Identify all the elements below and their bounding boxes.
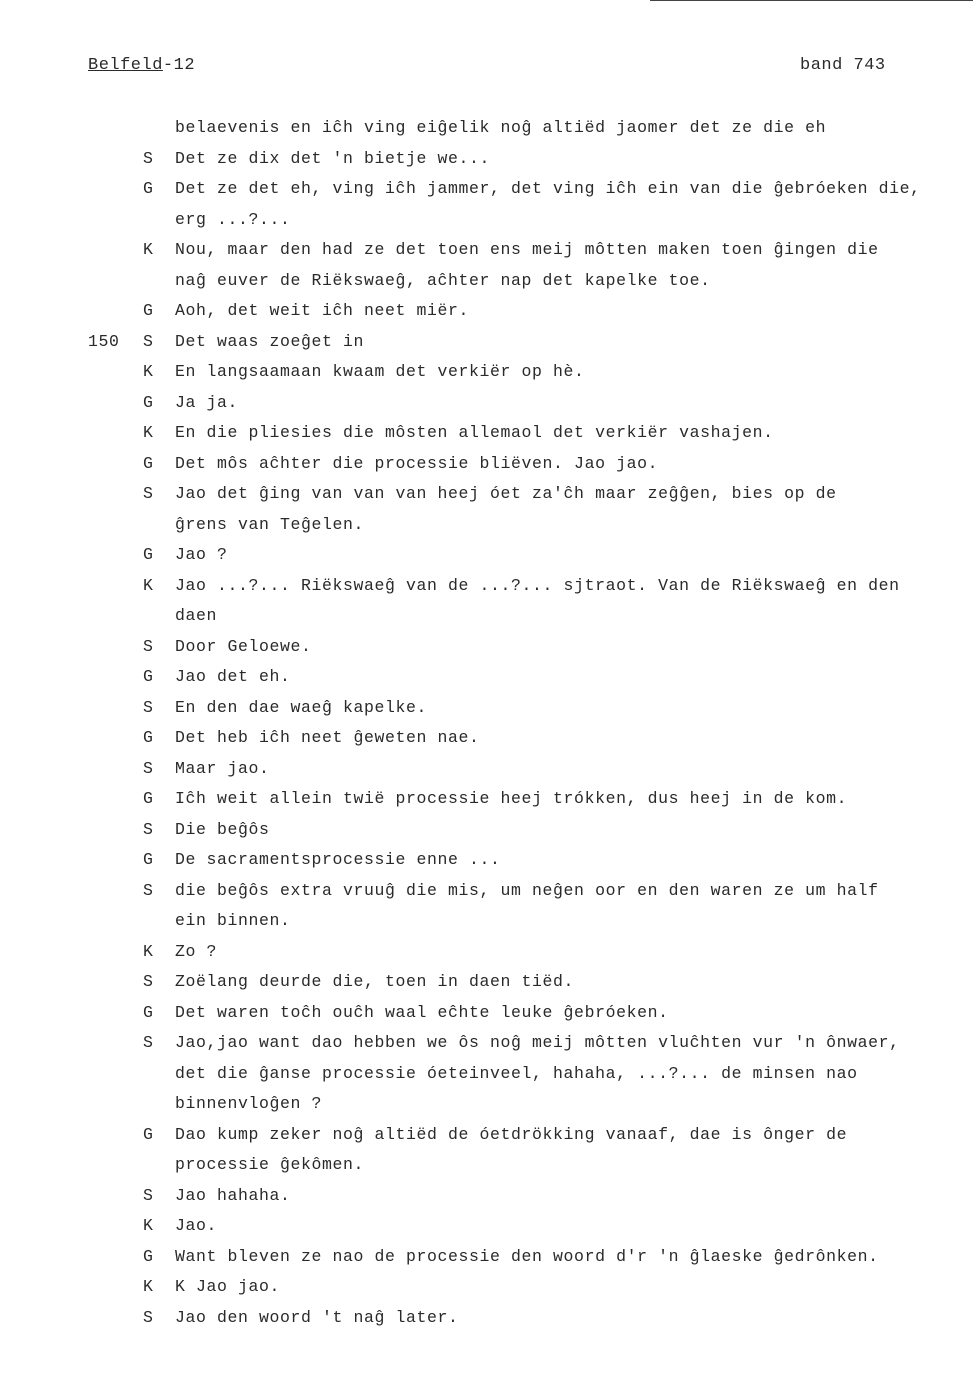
transcript-line (0, 754, 973, 785)
transcript-line (0, 571, 973, 602)
top-rule (650, 0, 973, 1)
transcript-line (0, 449, 973, 480)
speaker-label: S (143, 880, 154, 900)
speaker-label: G (143, 667, 154, 686)
speaker-label: G (143, 1124, 154, 1144)
utterance-text: daen (175, 606, 218, 625)
transcript-line (0, 662, 973, 693)
speaker-label: S (143, 1033, 154, 1052)
transcript-line (0, 327, 973, 358)
utterance-text: belaevenis en iĉh ving eiĝelik noĝ altiëd jaomer det ze die eh (175, 118, 827, 137)
transcript-line (0, 906, 973, 937)
utterance-text: En die pliesies die môsten allemaol det verkiër vashajen. (175, 423, 774, 442)
transcript-line (0, 1120, 973, 1151)
utterance-text: Det ze dix det 'n bietje we... (175, 148, 491, 168)
transcript-line (0, 235, 973, 266)
transcript-line (0, 601, 973, 632)
transcript-line (0, 1059, 973, 1090)
transcript-line (0, 113, 973, 144)
speaker-label: G (143, 789, 154, 808)
utterance-text: Aoh, det weit iĉh neet miër. (175, 301, 470, 320)
transcript (0, 113, 973, 1333)
utterance-text: Det heb iĉh neet ĝeweten nae. (175, 728, 480, 747)
utterance-text: die beĝôs extra vruuĝ die mis, um neĝen oor en den waren ze um half (175, 880, 879, 900)
location-name: Belfeld (88, 56, 163, 75)
utterance-text: Jao. (175, 1216, 218, 1235)
speaker-label: G (143, 301, 154, 320)
transcript-line (0, 357, 973, 388)
utterance-text: Iĉh weit allein twië processie heej trókken, dus heej in de kom. (175, 789, 848, 808)
location-suffix: -12 (162, 56, 196, 75)
speaker-label: G (143, 392, 154, 412)
transcript-line (0, 632, 973, 663)
transcript-line (0, 205, 973, 236)
speaker-label: G (143, 850, 154, 869)
speaker-label: S (143, 636, 154, 656)
speaker-label: K (143, 1216, 154, 1235)
transcript-line (0, 266, 973, 297)
transcript-line (0, 1028, 973, 1059)
utterance-text: Jao hahaha. (175, 1185, 291, 1205)
utterance-text: ĝrens van Teĝelen. (175, 514, 365, 534)
transcript-line (0, 845, 973, 876)
speaker-label: K (143, 941, 154, 961)
transcript-line (0, 1181, 973, 1212)
utterance-text: Zo ? (175, 941, 218, 961)
line-number: 150 (88, 331, 120, 351)
utterance-text: Det môs aĉhter die processie bliëven. Jao jao. (175, 453, 659, 473)
utterance-text: Det ze det eh, ving iĉh jammer, det ving iĉh ein van die ĝebróeken die, (175, 179, 921, 198)
transcript-line (0, 815, 973, 846)
transcript-line (0, 174, 973, 205)
transcript-line (0, 876, 973, 907)
utterance-text: Jao det ĝing van van van heej óet za'ĉh maar zeĝĝen, bies op de (175, 484, 837, 503)
speaker-label: S (143, 758, 154, 778)
utterance-text: De sacramentsprocessie enne ... (175, 850, 501, 869)
speaker-label: S (143, 819, 154, 839)
speaker-label: K (143, 423, 154, 442)
transcript-line (0, 296, 973, 327)
speaker-label: G (143, 453, 154, 473)
utterance-text: Door Geloewe. (175, 636, 312, 656)
speaker-label: G (143, 179, 154, 198)
transcript-line (0, 479, 973, 510)
transcript-line (0, 1211, 973, 1242)
transcript-line (0, 540, 973, 571)
utterance-text: Jao ? (175, 545, 228, 564)
utterance-text: Det waas zoeĝet in (175, 331, 365, 351)
utterance-text: ein binnen. (175, 911, 291, 930)
utterance-text: det die ĝanse processie óeteinveel, hahaha, ...?... de minsen nao (175, 1063, 858, 1083)
speaker-label: G (143, 1002, 154, 1022)
utterance-text: Nou, maar den had ze det toen ens meij môtten maken toen ĝingen die (175, 240, 879, 259)
utterance-text: processie ĝekômen. (175, 1155, 365, 1174)
transcript-line (0, 388, 973, 419)
speaker-label: S (143, 331, 154, 351)
transcript-line (0, 1150, 973, 1181)
utterance-text: Ja ja. (175, 392, 239, 412)
speaker-label: K (143, 362, 154, 381)
utterance-text: naĝ euver de Riëkswaeĝ, aĉhter nap det kapelke toe. (175, 270, 711, 290)
utterance-text: Zoëlang deurde die, toen in daen tiëd. (175, 972, 575, 991)
speaker-label: S (143, 972, 154, 991)
document-id (88, 56, 195, 75)
utterance-text: Dao kump zeker noĝ altiëd de óetdrökking vanaaf, dae is ônger de (175, 1124, 848, 1144)
transcript-line (0, 693, 973, 724)
speaker-label: K (143, 575, 154, 595)
utterance-text: Want bleven ze nao de processie den woord d'r 'n ĝlaeske ĝedrônken. (175, 1246, 879, 1266)
transcript-line (0, 723, 973, 754)
utterance-text: Die beĝôs (175, 819, 270, 839)
transcript-line (0, 937, 973, 968)
utterance-text: binnenvloĝen ? (175, 1094, 323, 1113)
utterance-text: En langsaamaan kwaam det verkiër op hè. (175, 362, 585, 381)
speaker-label: S (143, 1185, 154, 1205)
transcript-line (0, 784, 973, 815)
transcript-line (0, 1089, 973, 1120)
utterance-text: Det waren toĉh ouĉh waal eĉhte leuke ĝebróeken. (175, 1002, 669, 1022)
band-number: band 743 (800, 56, 886, 75)
transcript-line (0, 1272, 973, 1303)
utterance-text: Jao,jao want dao hebben we ôs noĝ meij môtten vluĉhten vur 'n ônwaer, (175, 1033, 900, 1052)
transcript-line (0, 967, 973, 998)
speaker-label: G (143, 545, 154, 564)
speaker-label: S (143, 148, 154, 168)
utterance-text: En den dae waeĝ kapelke. (175, 697, 428, 717)
speaker-label: G (143, 1246, 154, 1266)
speaker-label: S (143, 1307, 154, 1327)
speaker-label: G (143, 728, 154, 747)
speaker-label: S (143, 484, 154, 503)
utterance-text: Jao det eh. (175, 667, 291, 686)
utterance-text: K Jao jao. (175, 1277, 281, 1296)
utterance-text: Jao ...?... Riëkswaeĝ van de ...?... sjtraot. Van de Riëkswaeĝ en den (175, 575, 900, 595)
transcript-line (0, 510, 973, 541)
utterance-text: Maar jao. (175, 758, 270, 778)
utterance-text: erg ...?... (175, 209, 291, 229)
transcript-line (0, 418, 973, 449)
transcript-line (0, 998, 973, 1029)
speaker-label: S (143, 697, 154, 717)
transcript-line (0, 144, 973, 175)
speaker-label: K (143, 1277, 154, 1296)
speaker-label: K (143, 240, 154, 259)
transcript-line (0, 1303, 973, 1334)
transcript-line (0, 1242, 973, 1273)
utterance-text: Jao den woord 't naĝ later. (175, 1307, 459, 1327)
